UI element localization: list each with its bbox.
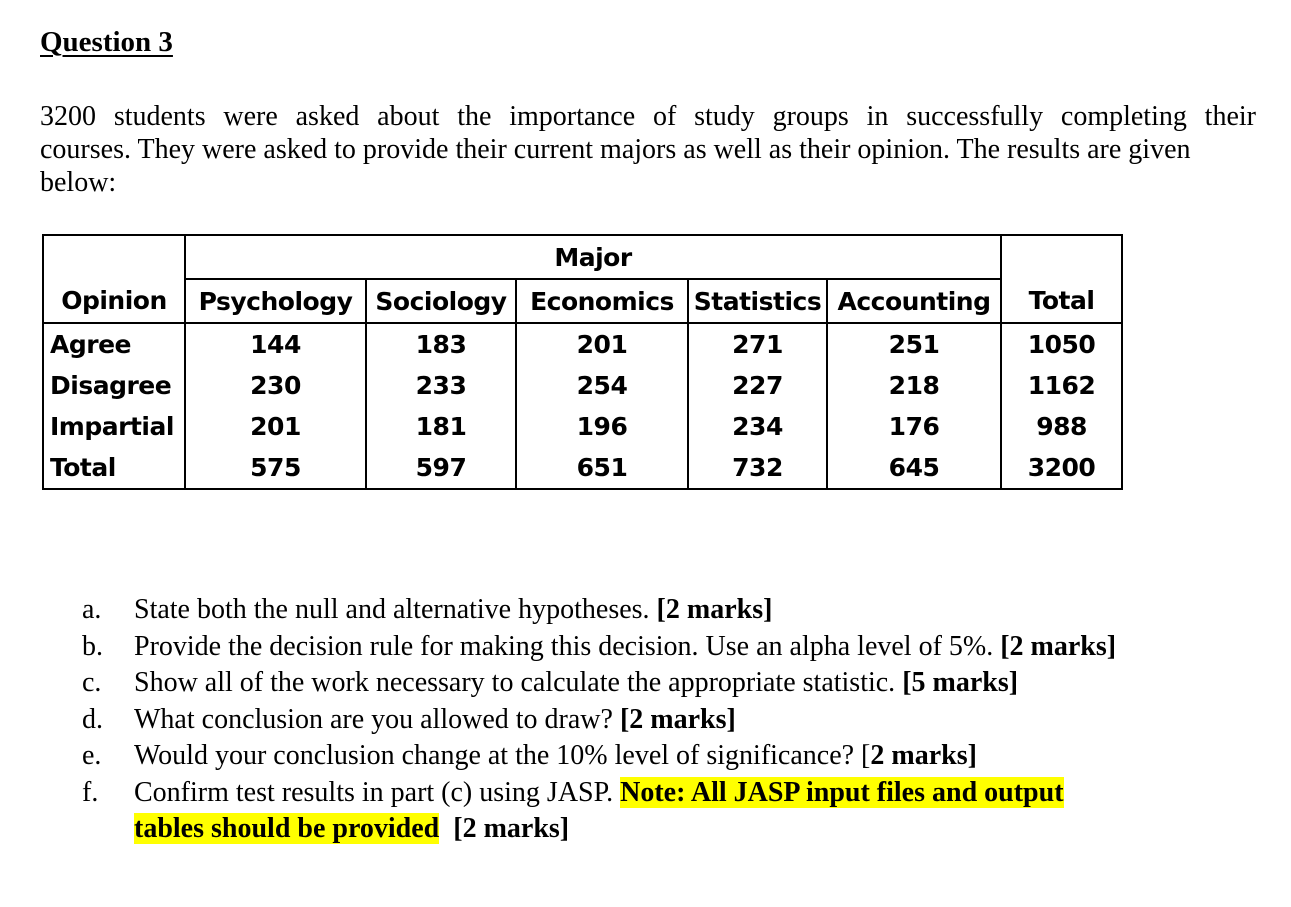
- table-row-major: [43, 235, 1122, 279]
- intro-paragraph: [40, 100, 1256, 199]
- row-label-disagree: Disagree: [43, 365, 185, 406]
- question-text: Provide the decision rule for making this decision. Use an alpha level of 5%.: [134, 630, 1001, 662]
- table-cell: 732: [688, 447, 827, 489]
- intro-line-2: courses. They were asked to provide their current majors as well as their opinion. The results are given: [40, 134, 1191, 165]
- table-cell: 575: [185, 447, 366, 489]
- table-cell: 201: [516, 323, 688, 365]
- question-marks: 2 marks]: [870, 740, 977, 771]
- question-text: State both the null and alternative hypotheses.: [134, 594, 657, 625]
- question-letter: a.: [82, 594, 102, 625]
- table-cell: 234: [688, 406, 827, 447]
- table-cell: 227: [688, 365, 827, 406]
- row-label-agree: Agree: [43, 323, 185, 365]
- question-item-d: [82, 702, 1222, 739]
- highlighted-note-continued: tables should be provided: [134, 813, 440, 844]
- table-cell: 230: [185, 365, 366, 406]
- table-cell-total: 988: [1001, 406, 1122, 447]
- question-letter: f.: [82, 776, 99, 808]
- question-marks: [2 marks]: [619, 703, 736, 735]
- table-cell: 144: [185, 323, 366, 365]
- intro-line-1: 3200 students were asked about the importance of study groups in successfully completing their: [40, 101, 1256, 132]
- table-cell-total: 1050: [1001, 323, 1122, 365]
- table-cell: 597: [366, 447, 516, 489]
- question-text: What conclusion are you allowed to draw?: [134, 703, 620, 735]
- table-total-corner: [1001, 235, 1122, 279]
- major-header: Major: [185, 235, 1001, 279]
- table-row-impartial: [43, 406, 1122, 447]
- question-marks: [2 marks]: [453, 813, 570, 844]
- table-row-total: [43, 447, 1122, 489]
- column-header-statistics: Statistics: [688, 279, 827, 323]
- intro-line-3: below:: [40, 167, 117, 198]
- table-row-disagree: [43, 365, 1122, 406]
- question-letter: e.: [82, 740, 102, 771]
- table-cell: 233: [366, 365, 516, 406]
- table-cell: 218: [827, 365, 1001, 406]
- table-cell-total: 1162: [1001, 365, 1122, 406]
- question-text: Show all of the work necessary to calculate the appropriate statistic.: [134, 667, 903, 698]
- table-cell: 201: [185, 406, 366, 447]
- question-letter: d.: [82, 703, 103, 735]
- highlighted-note: Note: All JASP input files and output: [620, 776, 1064, 808]
- table-cell: 651: [516, 447, 688, 489]
- column-header-psychology: Psychology: [185, 279, 366, 323]
- table-cell: 196: [516, 406, 688, 447]
- row-label-total: Total: [43, 447, 185, 489]
- column-header-sociology: Sociology: [366, 279, 516, 323]
- opinion-header: Opinion: [43, 279, 185, 323]
- contingency-table: [42, 234, 1123, 490]
- question-item-b: [82, 629, 1222, 666]
- column-header-total: Total: [1001, 279, 1122, 323]
- table-cell: 254: [516, 365, 688, 406]
- row-label-impartial: Impartial: [43, 406, 185, 447]
- column-header-economics: Economics: [516, 279, 688, 323]
- question-item-e: [82, 738, 1222, 775]
- table-cell-total: 3200: [1001, 447, 1122, 489]
- question-item-a: [82, 592, 1222, 629]
- question-text: Confirm test results in part (c) using JASP.: [134, 776, 621, 808]
- question-letter: b.: [82, 630, 103, 662]
- table-cell: 645: [827, 447, 1001, 489]
- question-marks: [2 marks]: [656, 594, 773, 625]
- question-marks: [2 marks]: [1000, 630, 1117, 662]
- question-heading: Question 3: [40, 26, 173, 58]
- table-corner-cell: [43, 235, 185, 279]
- question-text: Would your conclusion change at the 10% level of significance? [: [134, 740, 871, 771]
- table-cell: 271: [688, 323, 827, 365]
- table-row-agree: [43, 323, 1122, 365]
- question-item-f: [82, 775, 1222, 848]
- question-marks: [5 marks]: [902, 667, 1019, 698]
- table-cell: 176: [827, 406, 1001, 447]
- table-cell: 251: [827, 323, 1001, 365]
- question-letter: c.: [82, 667, 102, 698]
- table-cell: 183: [366, 323, 516, 365]
- question-item-c: [82, 665, 1222, 702]
- table-cell: 181: [366, 406, 516, 447]
- column-header-accounting: Accounting: [827, 279, 1001, 323]
- table-header-row: [43, 279, 1122, 323]
- question-list: [82, 592, 1222, 848]
